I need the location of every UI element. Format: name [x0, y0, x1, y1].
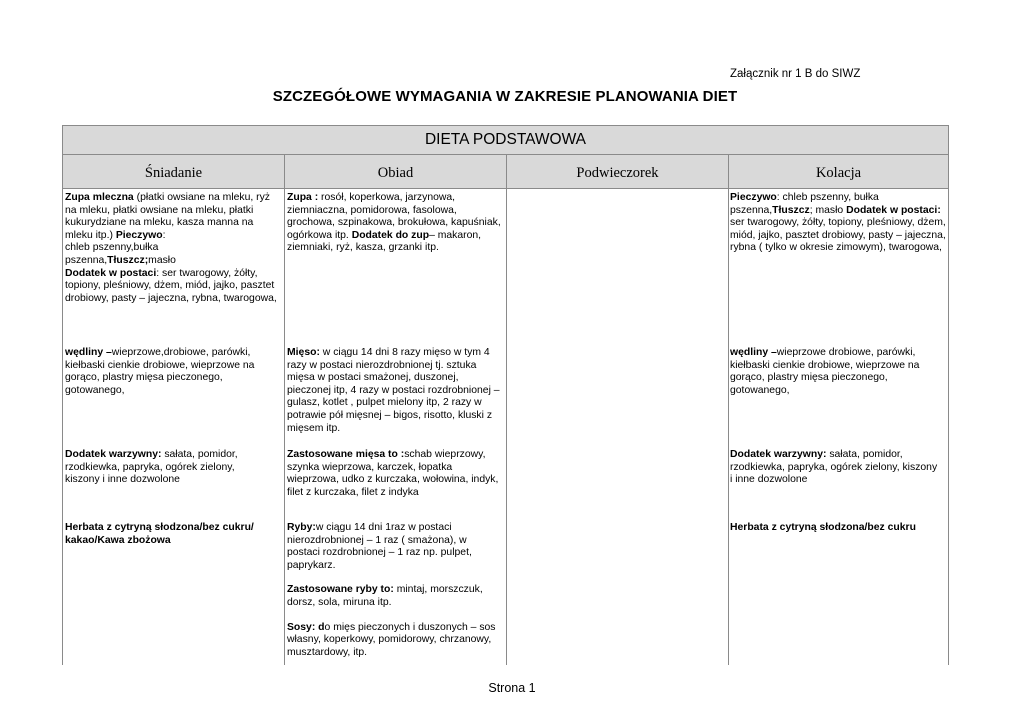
lunch-soup: Zupa : rosół, koperkowa, jarzynowa, ziemniaczna, pomidorowa, fasolowa, grochowa, szpinakowa, brokułowa, kapuśniak, ogórkowa itp. Dodatek do zup– makaron, ziemniaki, ryż, kasza, grzanki itp.	[287, 192, 501, 254]
breakfast-fat: pszenna,Tłuszcz;masło	[65, 254, 176, 266]
column-divider	[728, 155, 729, 665]
supper-bread: Pieczywo: chleb pszenny, bułka pszenna,Tłuszcz; masło Dodatek w postaci: ser twarogowy, żółty, topiony, pleśniowy, dżem, miód, jajko, pasztet drobiowy, pasty – jajeczna, rybna ( tylko w okresie zimowym), twarogowa,	[730, 192, 946, 254]
supper-vegetables: Dodatek warzywny: sałata, pomidor, rzodkiewka, papryka, ogórek zielony, kiszony i inne dozwolone	[730, 449, 938, 486]
supper-cold-cuts: wędliny –wieprzowe drobiowe, parówki, kiełbaski cienkie drobiowe, wieprzowe na gorąco, plastry mięsa pieczonego, gotowanego,	[730, 347, 920, 396]
supper-drinks: Herbata z cytryną słodzona/bez cukru	[730, 522, 916, 533]
column-header-lunch: Obiad	[285, 155, 506, 189]
page-number: Strona 1	[488, 681, 536, 695]
breakfast-addition: Dodatek w postaci: ser twarogowy, żółty, topiony, pleśniowy, dżem, miód, jajko, pasztet drobiowy, pasty – jajeczna, rybna, twarogowa,	[65, 267, 277, 304]
breakfast-cold-cuts: wędliny –wieprzowe,drobiowe, parówki, kiełbaski cienkie drobiowe, wieprzowe na gorąco, plastry mięsa pieczonego, gotowanego,	[65, 347, 255, 396]
breakfast-vegetables: Dodatek warzywny: sałata, pomidor, rzodkiewka, papryka, ogórek zielony, kiszony i inne dozwolone	[65, 449, 238, 486]
diet-title: DIETA PODSTAWOWA	[63, 126, 948, 155]
breakfast-milk-soup: Zupa mleczna (płatki owsiane na mleku, ryż na mleku, płatki owsiane na mleku, płatki kukurydziane na mleku, kasza manna na mleku itp.) Pieczywo:	[65, 192, 271, 241]
column-divider	[284, 155, 285, 665]
diet-table	[62, 125, 949, 665]
breakfast-bread: chleb pszenny,bułka	[65, 242, 159, 254]
column-header-snack: Podwieczorek	[507, 155, 728, 189]
document-title: SZCZEGÓŁOWE WYMAGANIA W ZAKRESIE PLANOWANIA DIET	[272, 88, 738, 105]
lunch-fish: Ryby:w ciągu 14 dni 1raz w postaci nierozdrobnionej – 1 raz ( smażona), w postaci rozdrobnionej – 1 raz np. pulpet, paprykarz. Zastosowane ryby to: mintaj, morszczuk, dorsz, sola, miruna itp. Sosy: do mięs pieczonych i duszonych – sos własny, koperkowy, pomidorowy, chrzanowy, musztardowy, itp.	[287, 522, 496, 658]
breakfast-drinks: Herbata z cytryną słodzona/bez cukru/ kakao/Kawa zbożowa	[65, 522, 254, 546]
lunch-meat-types: Zastosowane mięsa to :schab wieprzowy, szynka wieprzowa, karczek, łopatka wieprzowa, udko z kurczaka, wołowina, indyk, filet z kurczaka, filet z indyka	[287, 449, 499, 498]
column-header-supper: Kolacja	[729, 155, 948, 189]
lunch-meat: Mięso: w ciągu 14 dni 8 razy mięso w tym 4 razy w postaci nierozdrobnionej tj. sztuka mięsa w postaci smażonej, duszonej, pieczonej itp, 4 razy w postaci rozdrobnionej – gulasz, kotlet , pulpet mielony itp, 2 razy w potrawie pół mięsnej – bigos, risotto, kluski z mięsem itp.	[287, 347, 500, 434]
annex-label: Załącznik nr 1 B do SIWZ	[730, 68, 861, 80]
breakfast-cell	[65, 192, 283, 305]
lunch-sauces: Sosy: do mięs pieczonych i duszonych – sos własny, koperkowy, pomidorowy, chrzanowy, musztardowy, itp.	[287, 621, 496, 658]
column-header-breakfast: Śniadanie	[63, 155, 284, 189]
column-divider	[506, 155, 507, 665]
lunch-fish-types: Zastosowane ryby to: mintaj, morszczuk, dorsz, sola, miruna itp.	[287, 584, 483, 608]
